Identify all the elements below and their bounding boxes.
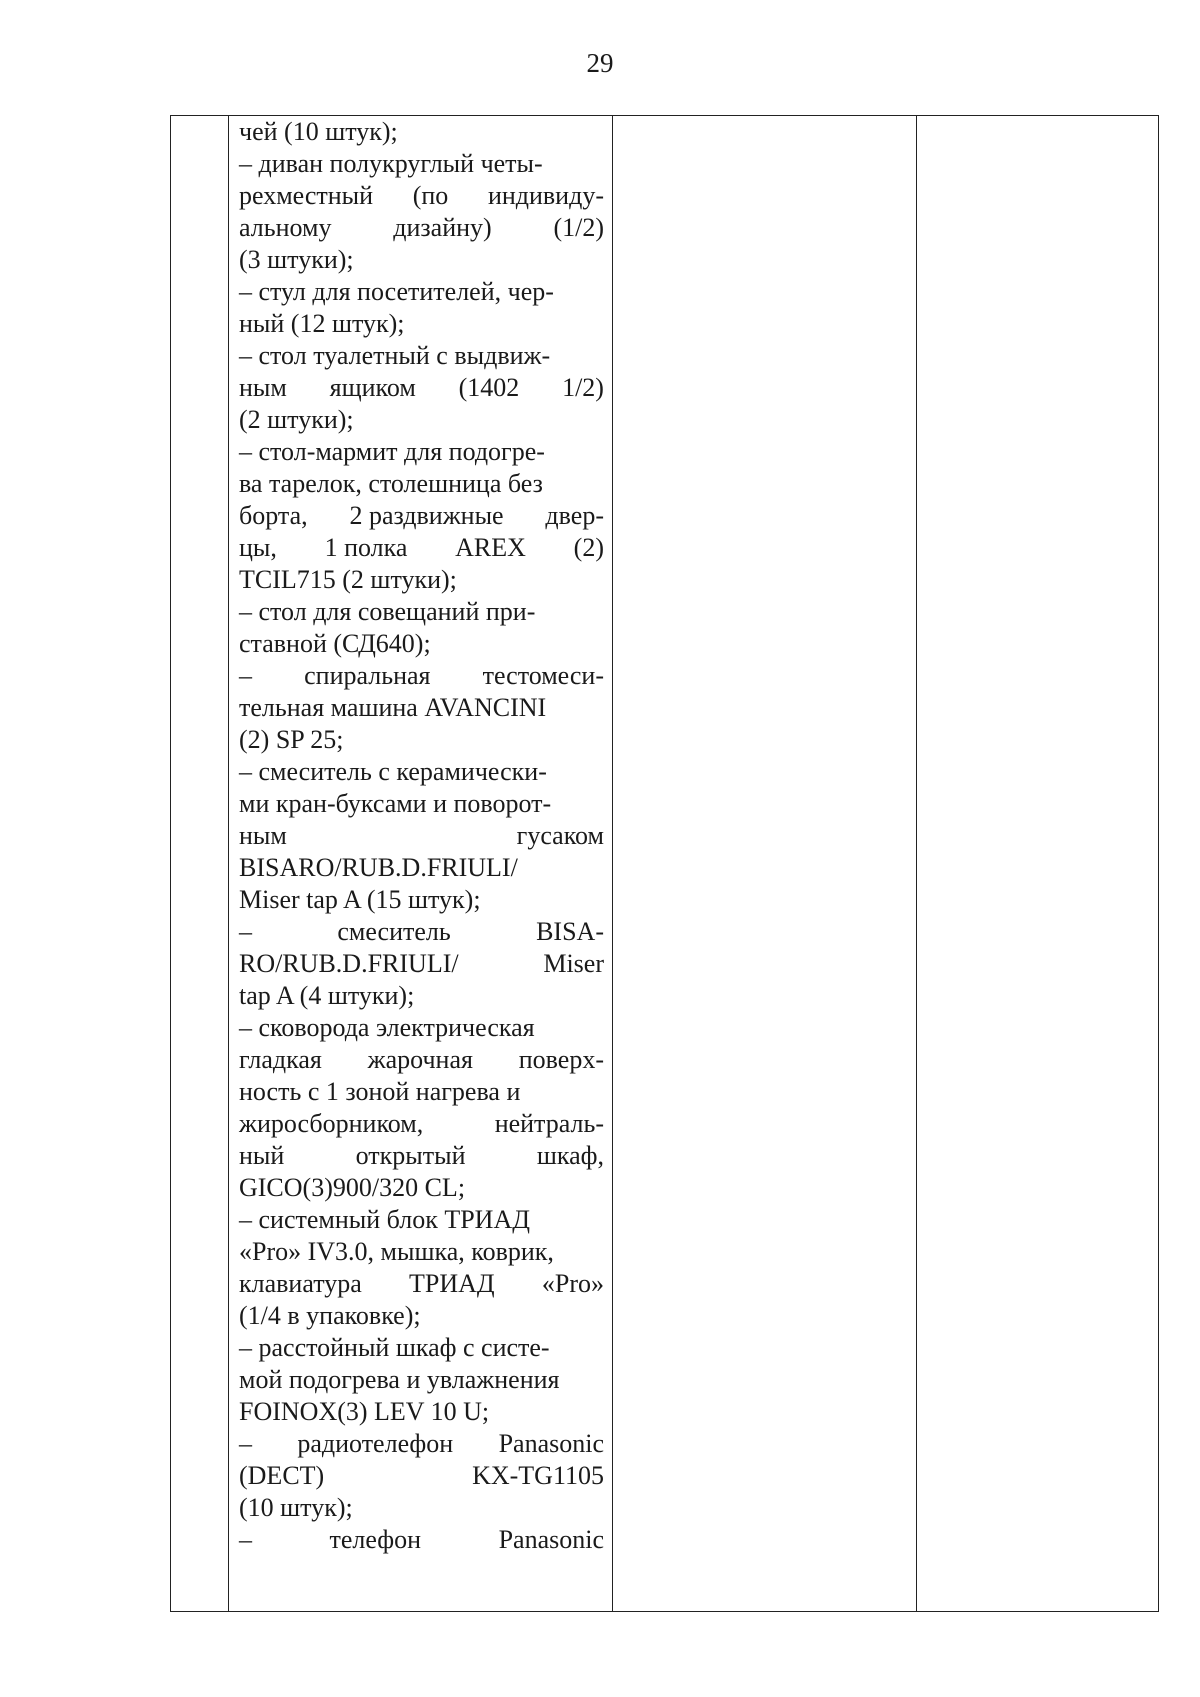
- description-line: [239, 820, 604, 852]
- description-text: жиросборником,: [239, 1109, 424, 1138]
- description-text: тестомеси-: [482, 661, 604, 690]
- description-line: [239, 1204, 604, 1236]
- description-text: Panasonic: [498, 1525, 604, 1554]
- description-line: [239, 1012, 604, 1044]
- description-line: [239, 1396, 604, 1428]
- description-line: [239, 916, 604, 948]
- description-text: Panasonic: [498, 1429, 604, 1458]
- description-text: – диван полукруглый четы-: [239, 149, 543, 178]
- description-text: (1402: [458, 373, 520, 402]
- description-text: (10 штук);: [239, 1493, 353, 1522]
- description-line: [239, 852, 604, 884]
- description-text: спиральная: [304, 661, 431, 690]
- description-line: [239, 436, 604, 468]
- number-cell: [171, 116, 229, 1612]
- description-text: ный: [239, 1141, 285, 1170]
- description-line: [239, 148, 604, 180]
- description-text: индивиду-: [487, 181, 604, 210]
- description-text: BISARO/RUB.D.FRIULI/: [239, 853, 518, 882]
- description-line: [239, 1332, 604, 1364]
- description-line: [239, 276, 604, 308]
- description-line: [239, 180, 604, 212]
- description-text: радиотелефон: [297, 1429, 454, 1458]
- description-text: (2): [573, 533, 604, 562]
- description-text: – системный блок ТРИАД: [239, 1205, 530, 1234]
- description-text: ми кран-буксами и поворот-: [239, 789, 552, 818]
- description-line: [239, 1300, 604, 1332]
- description-text: гусаком: [516, 821, 604, 850]
- description-text: –: [239, 917, 252, 946]
- description-text: TCIL715 (2 штуки);: [239, 565, 457, 594]
- description-text: ный (12 штук);: [239, 309, 405, 338]
- description-line: [239, 1428, 604, 1460]
- description-line: [239, 1236, 604, 1268]
- description-text: «Pro» IV3.0, мышка, коврик,: [239, 1237, 554, 1266]
- description-text: тельная машина AVANCINI: [239, 693, 547, 722]
- description-line: [239, 372, 604, 404]
- description-line: [239, 1268, 604, 1300]
- description-text: FOINOX(3) LEV 10 U;: [239, 1397, 490, 1426]
- description-text: (1/4 в упаковке);: [239, 1301, 421, 1330]
- description-line: [239, 404, 604, 436]
- description-line: [239, 884, 604, 916]
- description-text: нейтраль-: [494, 1109, 604, 1138]
- description-line: [239, 628, 604, 660]
- description-line: [239, 1076, 604, 1108]
- description-line: [239, 1140, 604, 1172]
- description-text: ным: [239, 373, 287, 402]
- description-text: – смеситель с керамически-: [239, 757, 547, 786]
- description-line: [239, 596, 604, 628]
- description-text: цы,: [239, 533, 277, 562]
- description-line: [239, 1108, 604, 1140]
- description-text: –: [239, 1525, 252, 1554]
- page-number: 29: [586, 48, 614, 78]
- description-text: борта,: [239, 501, 308, 530]
- description-cell: [229, 116, 613, 1612]
- description-text: гладкая: [239, 1045, 322, 1074]
- description-line: [239, 532, 604, 564]
- description-text: 1/2): [562, 373, 604, 402]
- description-line: [239, 660, 604, 692]
- description-line: [239, 468, 604, 500]
- description-text: ность с 1 зоной нагрева и: [239, 1077, 521, 1106]
- description-text: (по: [412, 181, 449, 210]
- description-text: 1 полка: [324, 533, 408, 562]
- equipment-table: [170, 115, 1159, 1612]
- description-line: [239, 948, 604, 980]
- description-line: [239, 1364, 604, 1396]
- description-line: [239, 308, 604, 340]
- description-text: GICO(3)900/320 CL;: [239, 1173, 466, 1202]
- description-text: Miser tap A (15 штук);: [239, 885, 481, 914]
- description-text: двер-: [545, 501, 604, 530]
- description-text: AREX: [455, 533, 526, 562]
- description-line: [239, 1460, 604, 1492]
- description-text: RO/RUB.D.FRIULI/: [239, 949, 459, 978]
- description-text: tap A (4 штуки);: [239, 981, 415, 1010]
- description-text: мой подогрева и увлажнения: [239, 1365, 560, 1394]
- description-text: – стул для посетителей, чер-: [239, 277, 554, 306]
- description-text: –: [239, 1429, 252, 1458]
- description-text: – стол туалетный с выдвиж-: [239, 341, 551, 370]
- description-text: открытый: [355, 1141, 466, 1170]
- description-line: [239, 1172, 604, 1204]
- empty-cell: [917, 116, 1159, 1612]
- description-text: – сковорода электрическая: [239, 1013, 535, 1042]
- description-text: ящиком: [329, 373, 416, 402]
- description-text: смеситель: [337, 917, 451, 946]
- description-text: (2 штуки);: [239, 405, 354, 434]
- description-line: [239, 692, 604, 724]
- description-text: – стол-мармит для подогре-: [239, 437, 545, 466]
- description-text: KX-TG1105: [472, 1461, 604, 1490]
- description-line: [239, 1524, 604, 1556]
- description-text: –: [239, 661, 252, 690]
- description-text: – расстойный шкаф с систе-: [239, 1333, 550, 1362]
- description-line: [239, 1044, 604, 1076]
- description-text: – стол для совещаний при-: [239, 597, 536, 626]
- description-text: рехместный: [239, 181, 374, 210]
- description-text: (DECT): [239, 1461, 325, 1490]
- description-text: поверх-: [518, 1045, 604, 1074]
- description-text: альному: [239, 213, 332, 242]
- description-line: [239, 980, 604, 1012]
- empty-cell: [613, 116, 917, 1612]
- description-text: ва тарелок, столешница без: [239, 469, 543, 498]
- description-line: [239, 756, 604, 788]
- description-text: (1/2): [553, 213, 604, 242]
- description-text: дизайну): [393, 213, 492, 242]
- description-text: 2 раздвижные: [349, 501, 504, 530]
- description-text: телефон: [329, 1525, 422, 1554]
- description-line: [239, 116, 604, 148]
- description-text: ТРИАД: [409, 1269, 495, 1298]
- description-text: жарочная: [367, 1045, 473, 1074]
- description-line: [239, 724, 604, 756]
- description-line: [239, 244, 604, 276]
- description-line: [239, 1492, 604, 1524]
- description-line: [239, 340, 604, 372]
- description-line: [239, 500, 604, 532]
- description-text: шкаф,: [536, 1141, 604, 1170]
- description-line: [239, 212, 604, 244]
- description-text: ным: [239, 821, 287, 850]
- description-text: BISA-: [536, 917, 604, 946]
- description-text: клавиатура: [239, 1269, 362, 1298]
- description-text: ставной (СД640);: [239, 629, 431, 658]
- table-row: [171, 116, 1159, 1612]
- description-text: (3 штуки);: [239, 245, 354, 274]
- description-text: чей (10 штук);: [239, 117, 398, 146]
- description-line: [239, 564, 604, 596]
- description-text: Miser: [543, 949, 604, 978]
- description-text: «Pro»: [541, 1269, 604, 1298]
- description-line: [239, 788, 604, 820]
- description-text: (2) SP 25;: [239, 725, 344, 754]
